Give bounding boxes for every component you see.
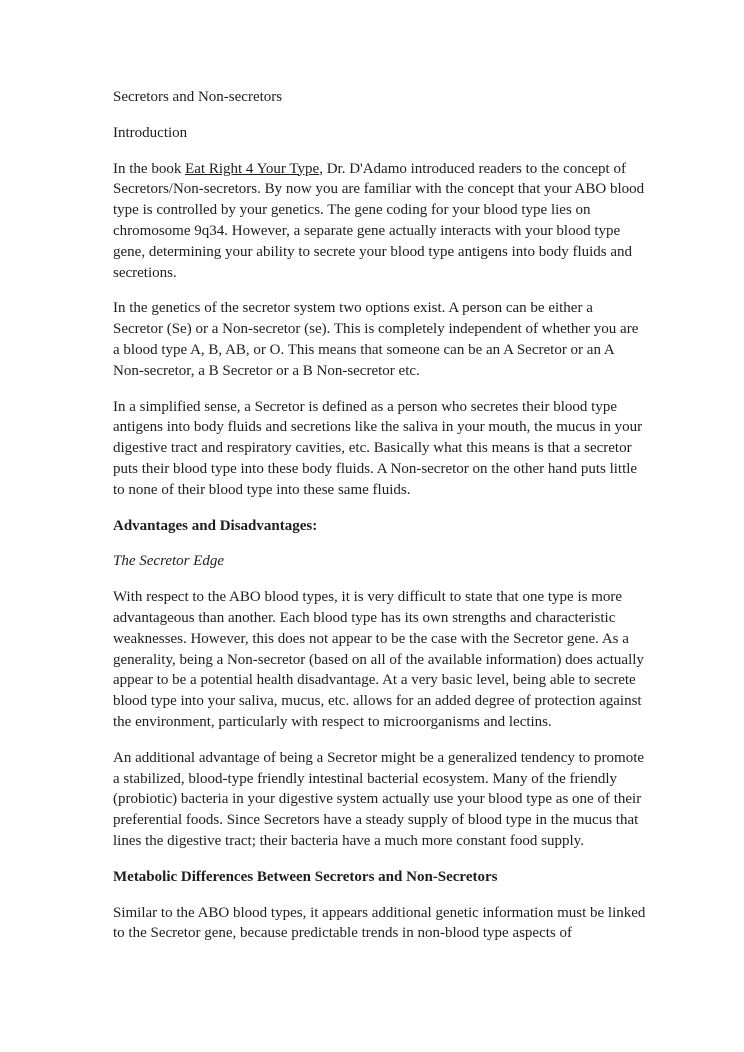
document-title: Secretors and Non-secretors bbox=[113, 89, 283, 105]
advantages-disadvantages-heading: Advantages and Disadvantages: bbox=[113, 517, 318, 534]
paragraph-bacterial-ecosystem: An additional advantage of being a Secretor might be a generalized tendency to promote a stabilized, blood-type friendly intestinal bacterial ecosystem. Many of the friendly (probiotic) bacteria in your digestive system actually use your blood type as one of their preferential foods. Since Secretors have a steady supply of blood type in the mucus that lines the digestive tract; their bacteria have a much more constant food supply. bbox=[113, 749, 645, 849]
book-title-underlined: Eat Right 4 Your Type bbox=[185, 160, 320, 177]
document-text-column bbox=[113, 87, 646, 944]
paragraph-abo-comparison: With respect to the ABO blood types, it is very difficult to state that one type is more advantageous than another. Each blood type has its own strengths and characteristic weaknesses. However, this does not appear to be the case with the Secretor gene. As a generality, being a Non-secretor (based on all of the available information) does actually appear to be a potential health disadvantage. At a very basic level, being able to secrete blood type into your saliva, mucus, etc. allows for an added degree of protection against the environment, particularly with respect to microorganisms and lectins. bbox=[113, 589, 644, 730]
metabolic-differences-heading: Metabolic Differences Between Secretors and Non-Secretors bbox=[113, 868, 498, 885]
paragraph-secretor-genetics: In the genetics of the secretor system two options exist. A person can be either a Secretor (Se) or a Non-secretor (se). This is completely independent of whether you are a blood type A, B, AB, or O. This means that someone can be an A Secretor or an A Non-secretor, a B Secretor or a B Non-secretor etc. bbox=[113, 300, 639, 379]
paragraph-metabolic-intro: Similar to the ABO blood types, it appears additional genetic information must be linked to the Secretor gene, because predictable trends in non-blood type aspects of bbox=[113, 904, 646, 942]
introduction-heading: Introduction bbox=[113, 124, 188, 141]
paragraph-book-intro-rest: , Dr. D'Adamo introduced readers to the concept of Secretors/Non-secretors. By now you are familiar with the concept that your ABO blood type is controlled by your genetics. The gene coding for your blood type lies on chromosome 9q34. However, a separate gene actually interacts with your blood type gene, determining your ability to secrete your blood type antigens into body fluids and secretions. bbox=[113, 160, 645, 281]
paragraph-book-intro-lead: In the book bbox=[113, 160, 186, 177]
paragraph-book-intro bbox=[113, 159, 646, 284]
secretor-edge-subheading: The Secretor Edge bbox=[113, 553, 225, 570]
paragraph-secretor-definition: In a simplified sense, a Secretor is defined as a person who secretes their blood type antigens into body fluids and secretions like the saliva in your mouth, the mucus in your digestive tract and respiratory cavities, etc. Basically what this means is that a secretor puts their blood type into these body fluids. A Non-secretor on the other hand puts little to none of their blood type into these same fluids. bbox=[113, 398, 643, 498]
